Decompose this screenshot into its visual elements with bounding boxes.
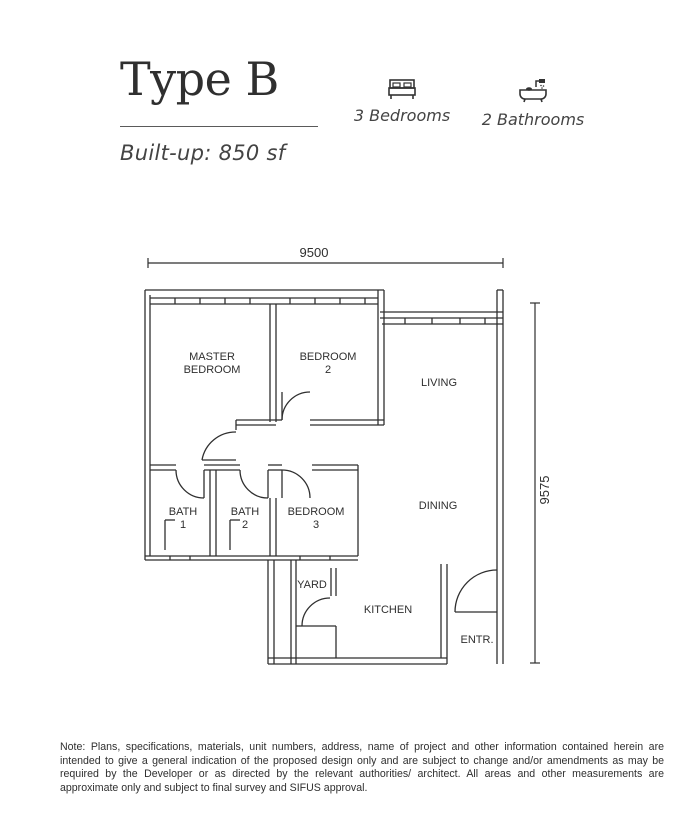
bedroom-2-label-2: 2 xyxy=(324,364,332,376)
living-label: LIVING xyxy=(420,377,458,389)
disclaimer-note: Note: Plans, specifications, materials, unit numbers, address, name of project and other information contained herein are intended to give a general indication of the proposed design only and are subject to change and/or amendments as may be required by the Developer or as directed by the relevant authorities/ architect. All areas and other measurements are approximate only and subject to final survey and SIFUS approval. xyxy=(60,741,664,794)
bath-2-label-1: BATH xyxy=(230,506,260,518)
yard-label: YARD xyxy=(297,579,327,591)
bedroom-3-label-1: BEDROOM xyxy=(287,506,345,518)
bedrooms-label: 3 Bedrooms xyxy=(353,106,451,125)
master-bedroom-label-1: MASTER xyxy=(189,351,235,363)
bathrooms-label: 2 Bathrooms xyxy=(481,110,585,129)
built-up-area: Built-up: 850 sf xyxy=(120,141,286,165)
master-bedroom-label-2: BEDROOM xyxy=(183,364,241,376)
dining-label: DINING xyxy=(418,500,458,512)
bath-2-label-2: 2 xyxy=(241,519,249,531)
width-dimension-label: 9500 xyxy=(299,245,329,260)
kitchen-label: KITCHEN xyxy=(363,604,413,616)
bath-1-label-1: BATH xyxy=(168,506,198,518)
bedroom-2-label-1: BEDROOM xyxy=(299,351,357,363)
height-dimension-label: 9575 xyxy=(537,475,552,505)
entrance-label: ENTR. xyxy=(460,634,494,646)
bath-1-label-2: 1 xyxy=(179,519,187,531)
unit-type-title: Type B xyxy=(120,52,279,106)
bedroom-3-label-2: 3 xyxy=(312,519,320,531)
